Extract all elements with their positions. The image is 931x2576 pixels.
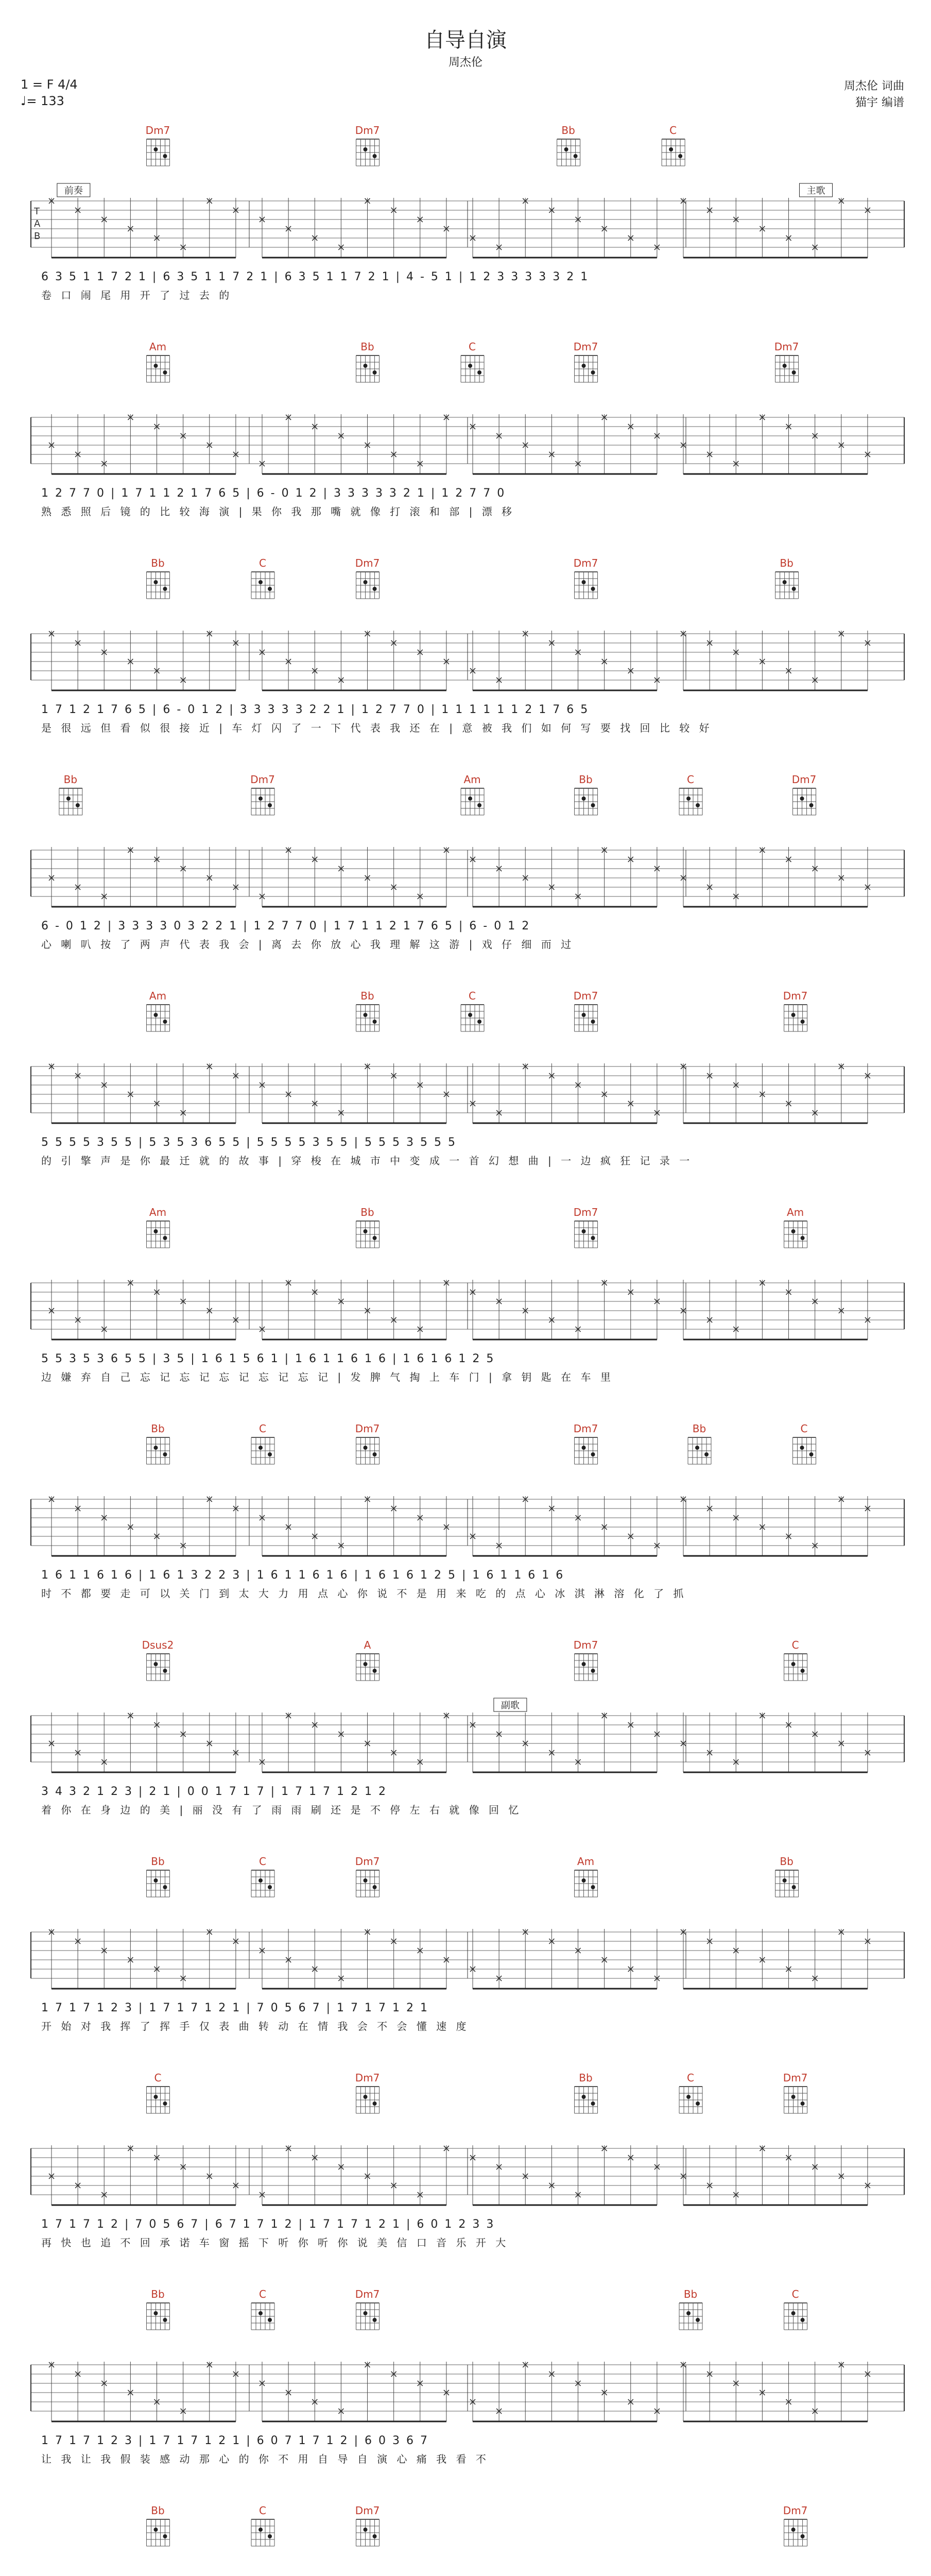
chord-dot	[373, 1669, 377, 1673]
chord-name: Bb	[692, 1422, 706, 1435]
tab-clef: A	[34, 218, 41, 229]
chord-name: Dm7	[355, 124, 380, 137]
chord-name: Bb	[360, 1206, 374, 1218]
chord-dot	[695, 1446, 699, 1450]
chord-dot	[364, 2528, 368, 2532]
chord-dot	[791, 1662, 796, 1666]
chord-dot	[686, 796, 691, 801]
chord-dot	[153, 1662, 158, 1666]
lyric-line: 再 快 也 追 不 回 承 诺 车 窗 摇 下 听 你 听 你 说 美 信 口 音 乐 开 大	[41, 2236, 509, 2249]
chord-name: Am	[786, 1206, 804, 1218]
chord-dot	[258, 580, 263, 584]
chord-dot	[468, 1013, 472, 1017]
chord-name: Bb	[151, 2504, 165, 2517]
chord-dot	[477, 1020, 481, 1024]
chord-dot	[792, 370, 796, 375]
chord-name: Dm7	[355, 557, 380, 569]
chord-name: A	[364, 1639, 371, 1651]
chord-dot	[258, 2311, 263, 2315]
lyric-line: 开 始 对 我 挥 了 挥 手 仅 表 曲 转 动 在 情 我 会 不 会 懂 速 度	[41, 2020, 470, 2032]
chord-dot	[801, 2102, 805, 2106]
chord-dot	[801, 2318, 805, 2322]
section-mark: 副歌	[501, 1700, 520, 1711]
chord-dot	[364, 1662, 368, 1666]
key-signature: 1 = F 4/4	[21, 77, 78, 92]
chord-dot	[373, 1020, 377, 1024]
tab-clef: T	[34, 206, 40, 217]
chord-dot	[477, 803, 481, 807]
chord-dot	[801, 1020, 805, 1024]
chord-dot	[582, 2095, 586, 2099]
chord-name: Bb	[579, 2072, 593, 2084]
chord-dot	[477, 370, 481, 375]
credit-lyrics: 周杰伦 词曲	[844, 80, 904, 93]
chord-dot	[153, 147, 158, 151]
chord-dot	[153, 1878, 158, 1883]
chord-dot	[153, 1229, 158, 1233]
jianpu-line: 1 2 7 7 0 | 1 7 1 1 2 1 7 6 5 | 6 - 0 1 2 | 3 3 3 3 3 2 1 | 1 2 7 7 0	[41, 487, 506, 500]
chord-dot	[76, 803, 80, 807]
chord-dot	[591, 1452, 595, 1456]
lyric-line: 熟 悉 照 后 镜 的 比 较 海 演 | 果 你 我 那 嘴 就 像 打 滚 和 部 | 漂 移	[41, 505, 515, 518]
chord-dot	[468, 796, 472, 801]
chord-dot	[268, 2318, 272, 2322]
chord-name: Dm7	[145, 124, 170, 137]
chord-dot	[582, 1013, 586, 1017]
section-mark: 主歌	[806, 185, 825, 196]
chord-dot	[791, 2311, 796, 2315]
jianpu-line: 6 3 5 1 1 7 2 1 | 6 3 5 1 1 7 2 1 | 6 3 5 1 1 7 2 1 | 4 - 5 1 | 1 2 3 3 3 3 3 2 1	[41, 270, 590, 283]
chord-name: Dm7	[573, 1639, 598, 1651]
chord-dot	[468, 364, 472, 368]
chord-name: Bb	[780, 1855, 794, 1868]
chord-dot	[582, 1229, 586, 1233]
chord-dot	[791, 1013, 796, 1017]
jianpu-line: 1 7 1 7 1 2 | 7 0 5 6 7 | 6 7 1 7 1 2 | 1 7 1 7 1 2 1 | 6 0 1 2 3 3	[41, 2218, 495, 2231]
chord-name: C	[259, 2288, 266, 2300]
lyric-line: 着 你 在 身 边 的 美 | 丽 没 有 了 雨 雨 刷 还 是 不 停 左 右 就 像 回 忆	[41, 1804, 522, 1816]
chord-dot	[591, 2102, 595, 2106]
chord-name: Dm7	[355, 1422, 380, 1435]
chord-dot	[258, 1446, 263, 1450]
jianpu-line: 1 7 1 7 1 2 3 | 1 7 1 7 1 2 1 | 6 0 7 1 7 1 2 | 6 0 3 6 7	[41, 2434, 429, 2447]
chord-name: C	[469, 341, 476, 353]
chord-dot	[591, 1020, 595, 1024]
chord-name: Dm7	[250, 773, 275, 786]
chord-dot	[696, 2102, 700, 2106]
chord-name: Bb	[579, 773, 593, 786]
chord-dot	[582, 580, 586, 584]
jianpu-line: 1 6 1 1 6 1 6 | 1 6 1 3 2 2 3 | 1 6 1 1 6 1 6 | 1 6 1 6 1 2 5 | 1 6 1 1 6 1 6	[41, 1569, 565, 1582]
jianpu-line: 6 - 0 1 2 | 3 3 3 3 0 3 2 2 1 | 1 2 7 7 0 | 1 7 1 1 2 1 7 6 5 | 6 - 0 1 2	[41, 920, 531, 933]
chord-name: Dsus2	[142, 1639, 174, 1651]
chord-dot	[163, 1669, 167, 1673]
lyric-line: 心 喇 叭 按 了 两 声 代 表 我 会 | 离 去 你 放 心 我 理 解 这 游 | 戏 仔 细 而 过	[41, 938, 575, 951]
chord-name: Dm7	[573, 990, 598, 1002]
chord-dot	[364, 1446, 368, 1450]
chord-dot	[373, 2102, 377, 2106]
chord-name: C	[259, 2504, 266, 2517]
chord-dot	[591, 1885, 595, 1889]
chord-dot	[791, 2095, 796, 2099]
chord-name: Bb	[151, 557, 165, 569]
section-mark: 前奏	[64, 185, 83, 196]
chord-dot	[163, 2318, 167, 2322]
chord-name: C	[259, 1855, 266, 1868]
chord-name: Bb	[360, 990, 374, 1002]
chord-name: Bb	[151, 1422, 165, 1435]
chord-dot	[163, 154, 167, 158]
chord-dot	[591, 803, 595, 807]
chord-dot	[163, 1452, 167, 1456]
chord-dot	[153, 364, 158, 368]
chord-name: Am	[149, 1206, 167, 1218]
chord-dot	[564, 147, 568, 151]
chord-dot	[364, 2311, 368, 2315]
chord-dot	[364, 364, 368, 368]
chord-name: Bb	[360, 341, 374, 353]
chord-dot	[163, 1020, 167, 1024]
chord-dot	[591, 1669, 595, 1673]
chord-name: C	[687, 2072, 695, 2084]
lyric-line: 边 嫌 弃 自 己 忘 记 忘 记 忘 记 忘 记 忘 记 | 发 脾 气 掏 上 车 门 | 拿 钥 匙 在 车 里	[41, 1371, 614, 1383]
chord-dot	[373, 370, 377, 375]
chord-name: Bb	[683, 2288, 698, 2300]
chord-dot	[800, 1446, 804, 1450]
tempo-mark: ♩= 133	[21, 94, 64, 108]
chord-name: Dm7	[573, 557, 598, 569]
lyric-line: 时 不 都 要 走 可 以 关 门 到 太 大 力 用 点 心 你 说 不 是 用 来 吃 的 点 心 冰 淇 淋 溶 化 了 抓	[41, 1587, 687, 1600]
chord-dot	[582, 1878, 586, 1883]
chord-dot	[801, 2534, 805, 2538]
chord-name: Dm7	[355, 1855, 380, 1868]
jianpu-line: 1 7 1 2 1 7 6 5 | 6 - 0 1 2 | 3 3 3 3 3 2 2 1 | 1 2 7 7 0 | 1 1 1 1 1 1 2 1 7 6 5	[41, 703, 590, 716]
chord-name: Dm7	[573, 1422, 598, 1435]
chord-dot	[364, 1013, 368, 1017]
chord-name: C	[669, 124, 677, 137]
chord-dot	[153, 2095, 158, 2099]
chord-name: Bb	[561, 124, 575, 137]
chord-name: Dm7	[355, 2072, 380, 2084]
chord-name: Dm7	[783, 2072, 808, 2084]
lyric-line: 卷 口 闹 尾 用 开 了 过 去 的	[41, 289, 233, 301]
chord-name: Dm7	[355, 2288, 380, 2300]
chord-dot	[268, 587, 272, 591]
chord-name: Dm7	[783, 990, 808, 1002]
chord-name: Dm7	[355, 2504, 380, 2517]
chord-dot	[574, 154, 578, 158]
artist-name: 周杰伦	[448, 56, 482, 69]
chord-dot	[696, 2318, 700, 2322]
song-title: 自导自演	[424, 28, 507, 52]
chord-dot	[268, 1452, 272, 1456]
chord-name: Am	[149, 341, 167, 353]
chord-name: Bb	[151, 2288, 165, 2300]
jianpu-line: 5 5 3 5 3 6 5 5 | 3 5 | 1 6 1 5 6 1 | 1 6 1 1 6 1 6 | 1 6 1 6 1 2 5	[41, 1352, 495, 1365]
chord-dot	[582, 796, 586, 801]
jianpu-line: 5 5 5 5 3 5 5 | 5 3 5 3 6 5 5 | 5 5 5 5 3 5 5 | 5 5 5 3 5 5 5	[41, 1136, 457, 1149]
chord-dot	[591, 370, 595, 375]
chord-dot	[364, 2095, 368, 2099]
chord-name: C	[800, 1422, 808, 1435]
chord-dot	[591, 1236, 595, 1240]
chord-name: Dm7	[573, 341, 598, 353]
chord-dot	[163, 587, 167, 591]
chord-dot	[809, 803, 814, 807]
chord-dot	[153, 2528, 158, 2532]
chord-dot	[686, 2095, 691, 2099]
chord-dot	[153, 1446, 158, 1450]
chord-name: Dm7	[791, 773, 817, 786]
chord-name: Dm7	[783, 2504, 808, 2517]
credit-arranger: 猫宇 编谱	[855, 96, 904, 109]
jianpu-line: 1 7 1 7 1 2 3 | 1 7 1 7 1 2 1 | 7 0 5 6 7 | 1 7 1 7 1 2 1	[41, 2002, 429, 2014]
chord-name: Am	[577, 1855, 595, 1868]
chord-name: C	[154, 2072, 162, 2084]
chord-dot	[153, 1013, 158, 1017]
chord-dot	[800, 796, 804, 801]
chord-dot	[258, 2528, 263, 2532]
chord-dot	[678, 154, 682, 158]
chord-dot	[364, 580, 368, 584]
chord-dot	[791, 1229, 796, 1233]
chord-dot	[258, 796, 263, 801]
chord-name: C	[469, 990, 476, 1002]
chord-dot	[373, 1236, 377, 1240]
chord-dot	[582, 1446, 586, 1450]
chord-dot	[783, 364, 787, 368]
chord-dot	[373, 2318, 377, 2322]
chord-dot	[591, 587, 595, 591]
lyric-line: 的 引 擎 声 是 你 最 迁 就 的 故 事 | 穿 梭 在 城 市 中 变 成 一 首 幻 想 曲 | 一 边 疯 狂 记 录 一	[41, 1155, 693, 1167]
chord-name: C	[687, 773, 695, 786]
chord-dot	[364, 1878, 368, 1883]
chord-dot	[258, 1878, 263, 1883]
chord-dot	[268, 803, 272, 807]
chord-dot	[801, 1669, 805, 1673]
chord-dot	[704, 1452, 709, 1456]
chord-dot	[792, 1885, 796, 1889]
chord-dot	[163, 2102, 167, 2106]
chord-name: Am	[463, 773, 481, 786]
lyric-line: 让 我 让 我 假 装 感 动 那 心 的 你 不 用 自 导 自 演 心 痛 我 看 不	[41, 2453, 489, 2465]
chord-dot	[669, 147, 673, 151]
chord-dot	[791, 2528, 796, 2532]
chord-dot	[373, 1452, 377, 1456]
chord-name: C	[791, 2288, 799, 2300]
chord-dot	[268, 2534, 272, 2538]
chord-dot	[582, 1662, 586, 1666]
chord-name: Bb	[780, 557, 794, 569]
chord-dot	[373, 2534, 377, 2538]
chord-name: C	[791, 1639, 799, 1651]
chord-dot	[582, 364, 586, 368]
chord-dot	[373, 1885, 377, 1889]
chord-dot	[809, 1452, 814, 1456]
chord-name: Dm7	[774, 341, 799, 353]
chord-dot	[163, 1885, 167, 1889]
tab-clef: B	[34, 231, 41, 242]
chord-dot	[801, 1236, 805, 1240]
chord-dot	[373, 154, 377, 158]
chord-dot	[268, 1885, 272, 1889]
chord-dot	[792, 587, 796, 591]
chord-dot	[373, 587, 377, 591]
chord-dot	[783, 1878, 787, 1883]
chord-name: Am	[149, 990, 167, 1002]
chord-dot	[364, 1229, 368, 1233]
chord-dot	[153, 580, 158, 584]
chord-name: C	[259, 1422, 266, 1435]
chord-dot	[783, 580, 787, 584]
chord-dot	[364, 147, 368, 151]
chord-name: Dm7	[573, 1206, 598, 1218]
chord-dot	[163, 1236, 167, 1240]
chord-name: Bb	[63, 773, 78, 786]
chord-dot	[163, 370, 167, 375]
chord-dot	[686, 2311, 691, 2315]
lyric-line: 是 很 远 但 看 似 很 接 近 | 车 灯 闪 了 一 下 代 表 我 还 在 | 意 被 我 们 如 何 写 要 找 回 比 较 好	[41, 722, 713, 734]
chord-dot	[66, 796, 71, 801]
chord-name: C	[259, 557, 266, 569]
chord-name: Bb	[151, 1855, 165, 1868]
chord-dot	[696, 803, 700, 807]
chord-dot	[163, 2534, 167, 2538]
jianpu-line: 3 4 3 2 1 2 3 | 2 1 | 0 0 1 7 1 7 | 1 7 1 7 1 2 1 2	[41, 1785, 387, 1798]
chord-dot	[153, 2311, 158, 2315]
